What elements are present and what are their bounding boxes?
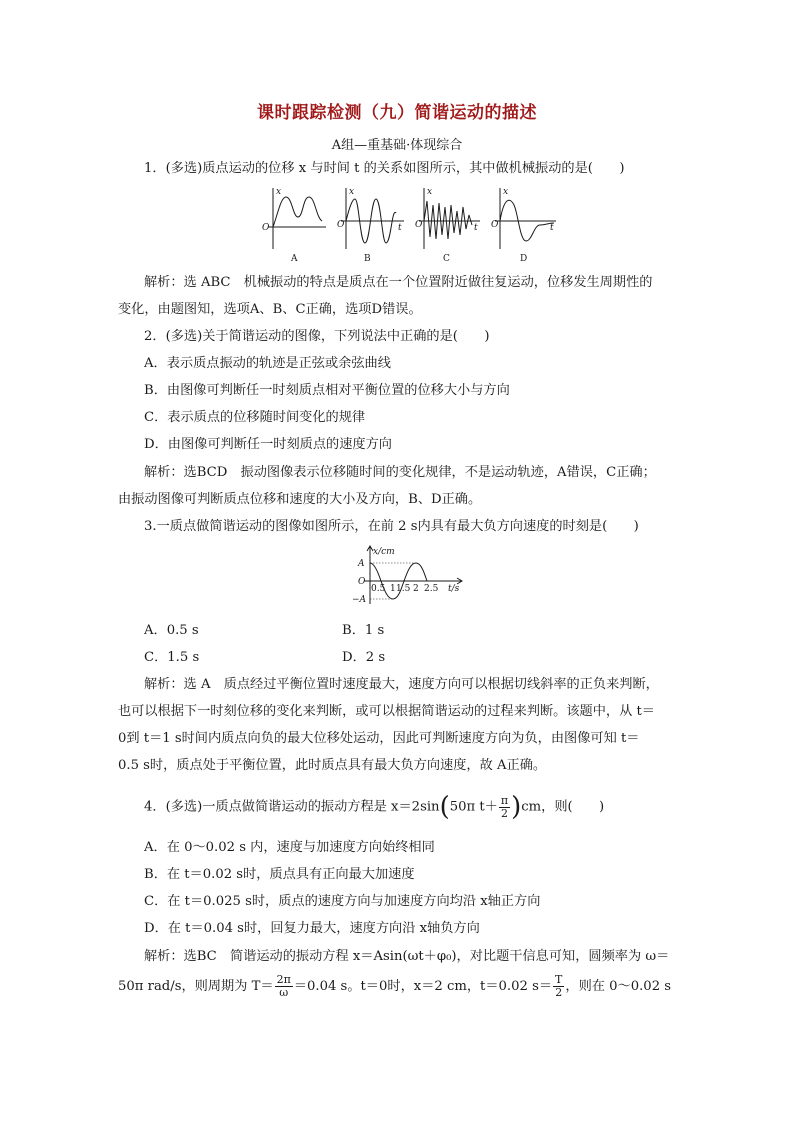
q2-stem: 2．(多选)关于简谐运动的图像，下列说法中正确的是( ) xyxy=(144,329,490,344)
q3-tick-1: 1 xyxy=(390,584,396,594)
q3-tick-2-5: 2.5 xyxy=(424,584,439,594)
q3-option-a: A．0.5 s xyxy=(144,623,199,638)
q4-fraction xyxy=(499,795,510,820)
q4-stem-inner: 50π t＋ xyxy=(449,799,498,815)
q1-fig-c-origin: O xyxy=(415,220,423,230)
q4-paren-close: ) xyxy=(511,792,522,822)
q2-option-c: C．表示质点的位移随时间变化的规律 xyxy=(144,410,366,425)
q1-fig-d-x-label: x xyxy=(503,187,509,197)
q1-fig-a-curve xyxy=(273,197,322,227)
section-subtitle: A组—重基础·体现综合 xyxy=(331,138,463,153)
page-title: 课时跟踪检测（九）简谐运动的描述 xyxy=(257,103,537,123)
q2-analysis-line-1: 解析：选BCD 振动图像表示位移随时间的变化规律，不是运动轨迹，A错误，C正确； xyxy=(144,465,656,480)
q4-stem-pre: 4．(多选)一质点做简谐运动的振动方程是 x＝2sin xyxy=(144,799,440,815)
q1-fig-c-curve xyxy=(424,201,472,239)
q1-fig-c-t-label: t xyxy=(474,223,478,233)
q1-fig-b-t-label: t xyxy=(398,223,402,233)
q3-stem: 3.一质点做简谐运动的图像如图所示，在前 2 s内具有最大负方向速度的时刻是( ) xyxy=(144,519,639,534)
q1-fig-d-label: D xyxy=(520,254,528,264)
q4-stem xyxy=(144,790,604,825)
q1-fig-c-x-label: x xyxy=(427,187,433,197)
q4-analysis-frac-2-num: T xyxy=(555,973,563,986)
q1-fig-d-t-label: t xyxy=(550,223,554,233)
q4-stem-post: cm，则( ) xyxy=(521,799,605,815)
q2-option-b: B．由图像可判断任一时刻质点相对平衡位置的位移大小与方向 xyxy=(144,383,510,398)
q3-y-top: A xyxy=(358,559,365,569)
q2-analysis-line-2: 由振动图像可判断质点位移和速度的大小及方向，B、D正确。 xyxy=(118,492,482,507)
q4-analysis-line-2 xyxy=(118,970,671,1004)
q4-analysis-line-1: 解析：选BC 简谐运动的振动方程 x＝Asin(ωt＋φ₀)，对比题干信息可知，圆频率为 ω＝ xyxy=(144,949,670,964)
q4-paren-open: ( xyxy=(439,792,450,822)
q1-fig-a-origin: O xyxy=(262,223,270,233)
q4-analysis-frac-1-den: ω xyxy=(279,986,289,999)
q1-fig-b-x-label: x xyxy=(349,187,355,197)
q3-y-label: x/cm xyxy=(373,547,395,557)
q4-option-a: A．在 0～0.02 s 内，速度与加速度方向始终相同 xyxy=(144,840,435,855)
q1-fig-a-x-label: x xyxy=(276,187,282,197)
q4-analysis-frac-2 xyxy=(553,974,564,999)
q4-option-c: C．在 t＝0.025 s时，质点的速度方向与加速度方向均沿 x轴正方向 xyxy=(144,894,541,909)
q3-analysis-line-3: 0到 t＝1 s时间内质点向负的最大位移处运动，因此可判断速度方向为负，由图像可知 t＝ xyxy=(118,731,640,746)
q1-fig-b-label: B xyxy=(364,254,371,264)
q1-figures xyxy=(258,183,558,265)
q3-analysis-line-4: 0.5 s时，质点处于平衡位置，此时质点具有最大负方向速度，故 A正确。 xyxy=(118,758,547,773)
q3-option-b: B．1 s xyxy=(342,623,385,638)
q1-fig-a-label: A xyxy=(291,254,298,264)
q3-y-bottom: −A xyxy=(352,595,367,605)
q3-graph xyxy=(352,544,472,606)
q4-analysis-2-mid: ＝0.04 s。t＝0时，x＝2 cm，t＝0.02 s＝ xyxy=(293,979,553,994)
q3-x-label: t/s xyxy=(448,584,460,594)
q4-analysis-2-post: ，则在 0～0.02 s xyxy=(565,979,672,994)
q3-option-d: D．2 s xyxy=(342,650,386,665)
q2-option-d: D．由图像可判断任一时刻质点的速度方向 xyxy=(144,437,392,452)
q4-analysis-frac-1-num: 2π xyxy=(276,973,291,986)
q3-origin: O xyxy=(358,577,366,587)
q1-analysis-line-1: 解析：选 ABC 机械振动的特点是质点在一个位置附近做往复运动，位移发生周期性的 xyxy=(144,275,653,290)
q4-analysis-frac-2-den: 2 xyxy=(555,986,563,999)
q3-option-c: C．1.5 s xyxy=(144,650,200,665)
q4-option-d: D．在 t＝0.04 s时，回复力最大，速度方向沿 x轴负方向 xyxy=(144,921,480,936)
q1-fig-b-origin: O xyxy=(337,220,345,230)
q4-analysis-frac-1 xyxy=(275,974,293,999)
q1-fig-c-label: C xyxy=(443,254,450,264)
q4-option-b: B．在 t＝0.02 s时，质点具有正向最大加速度 xyxy=(144,867,415,882)
q3-tick-2: 2 xyxy=(413,584,419,594)
q4-analysis-2-pre: 50π rad/s，则周期为 T＝ xyxy=(118,979,274,994)
q1-fig-d-origin: O xyxy=(491,220,499,230)
q3-tick-1-5: 1.5 xyxy=(396,584,411,594)
q3-analysis-line-1: 解析：选 A 质点经过平衡位置时速度最大，速度方向可以根据切线斜率的正负来判断， xyxy=(144,677,659,692)
q1-stem: 1．(多选)质点运动的位移 x 与时间 t 的关系如图所示，其中做机械振动的是( ) xyxy=(144,161,625,176)
q3-tick-0-5: 0.5 xyxy=(371,584,386,594)
q1-analysis-line-2: 变化，由题图知，选项A、B、C正确，选项D错误。 xyxy=(118,302,422,317)
q4-frac-num: π xyxy=(500,793,509,807)
q4-frac-den: 2 xyxy=(500,806,508,820)
q3-analysis-line-2: 也可以根据下一时刻位移的变化来判断，或可以根据简谐运动的过程来判断。该题中，从 t＝ xyxy=(118,704,655,719)
q2-option-a: A．表示质点振动的轨迹是正弦或余弦曲线 xyxy=(144,356,391,371)
